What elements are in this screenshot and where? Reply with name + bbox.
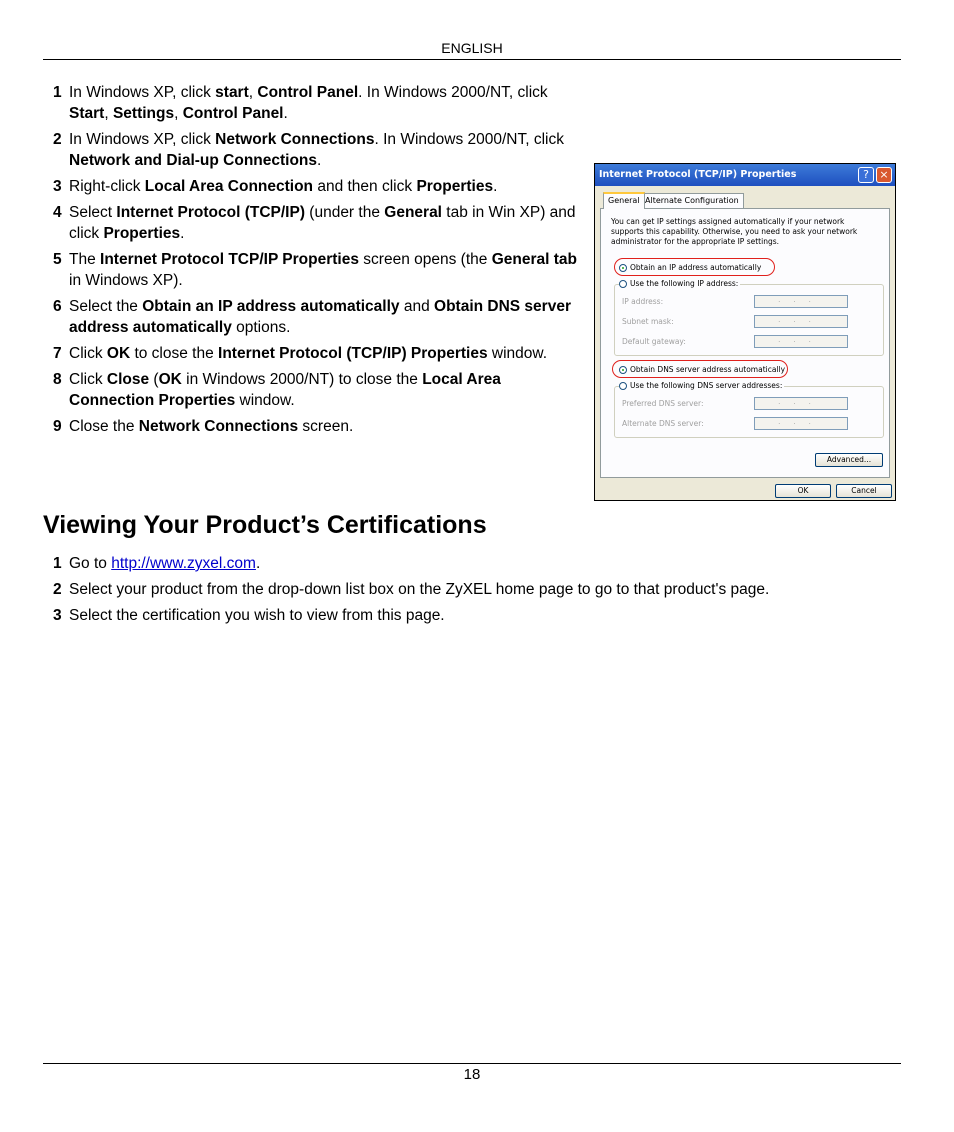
radio-obtain-dns[interactable] <box>619 365 785 374</box>
tcpip-properties-dialog <box>594 163 896 501</box>
step-number: 2 <box>53 131 62 148</box>
step-number: 3 <box>53 178 62 195</box>
step-text: In Windows XP, click Network Connections. In Windows 2000/NT, click Network and Dial-up Connections. <box>69 131 564 169</box>
radio-unselected-icon <box>619 382 627 390</box>
step-number: 4 <box>53 204 62 221</box>
advanced-button[interactable]: Advanced... <box>815 453 883 467</box>
radio-unselected-icon <box>619 280 627 288</box>
step-item <box>53 579 903 600</box>
cancel-button[interactable]: Cancel <box>836 484 892 498</box>
step-number: 3 <box>53 607 62 624</box>
step-text: Select the Obtain an IP address automatically and Obtain DNS server address automatically options. <box>69 298 571 336</box>
step-item <box>53 296 581 338</box>
ip-address-label: IP address: <box>622 297 664 306</box>
step-number: 6 <box>53 298 62 315</box>
step-item <box>53 605 903 626</box>
alternate-dns-field[interactable]: ... <box>754 417 848 430</box>
step-number: 1 <box>53 84 62 101</box>
radio-obtain-ip-label: Obtain an IP address automatically <box>630 263 762 272</box>
radio-selected-icon <box>619 366 627 374</box>
default-gateway-field[interactable]: ... <box>754 335 848 348</box>
step-item <box>53 82 581 124</box>
step-text: Select your product from the drop-down list box on the ZyXEL home page to go to that product's page. <box>69 581 770 598</box>
step-item <box>53 176 581 197</box>
dns-server-group <box>614 386 884 438</box>
tab-general[interactable]: General <box>603 192 645 209</box>
step-text: Click OK to close the Internet Protocol (TCP/IP) Properties window. <box>69 345 548 362</box>
radio-use-dns-label: Use the following DNS server addresses: <box>630 381 783 390</box>
close-button[interactable]: × <box>876 167 892 183</box>
ip-address-field[interactable]: ... <box>754 295 848 308</box>
preferred-dns-label: Preferred DNS server: <box>622 399 704 408</box>
alternate-dns-label: Alternate DNS server: <box>622 419 704 428</box>
subnet-mask-label: Subnet mask: <box>622 317 674 326</box>
step-text: Right-click Local Area Connection and then click Properties. <box>69 178 498 195</box>
subnet-mask-field[interactable]: ... <box>754 315 848 328</box>
step-text: Select Internet Protocol (TCP/IP) (under the General tab in Win XP) and click Properties. <box>69 204 576 242</box>
step-number: 7 <box>53 345 62 362</box>
page-number: 18 <box>463 1066 481 1083</box>
radio-selected-icon <box>619 264 627 272</box>
dialog-title: Internet Protocol (TCP/IP) Properties <box>595 164 895 186</box>
header-rule <box>43 59 901 60</box>
step-item <box>53 129 581 171</box>
radio-obtain-dns-label: Obtain DNS server address automatically <box>630 365 786 374</box>
preferred-dns-field[interactable]: ... <box>754 397 848 410</box>
step-text: The Internet Protocol TCP/IP Properties screen opens (the General tab in Windows XP). <box>69 251 577 289</box>
page-header-language: ENGLISH <box>441 40 503 56</box>
certification-steps-list <box>53 553 903 631</box>
step-number: 1 <box>53 555 62 572</box>
default-gateway-label: Default gateway: <box>622 337 686 346</box>
step-number: 9 <box>53 418 62 435</box>
step-text: Select the certification you wish to view from this page. <box>69 607 445 624</box>
help-button[interactable]: ? <box>858 167 874 183</box>
step-number: 2 <box>53 581 62 598</box>
step-item <box>53 369 581 411</box>
zyxel-website-link[interactable]: http://www.zyxel.com <box>111 555 256 572</box>
step-item <box>53 553 903 574</box>
step-item <box>53 416 581 437</box>
radio-use-ip[interactable] <box>619 279 740 288</box>
step-text: In Windows XP, click start, Control Panel. In Windows 2000/NT, click Start, Settings, Control Panel. <box>69 84 548 122</box>
step-text: Go to <box>69 555 112 572</box>
step-item <box>53 343 581 364</box>
tab-alternate-configuration[interactable]: Alternate Configuration <box>640 193 744 208</box>
general-tab-panel <box>600 208 890 478</box>
dialog-intro-text: You can get IP settings assigned automatically if your network supports this capability. Otherwise, you need to ask your network administrator for the appropriate IP settings. <box>611 217 858 246</box>
setup-steps-list <box>53 82 581 442</box>
step-text: Click Close (OK in Windows 2000/NT) to close the Local Area Connection Properties window. <box>69 371 501 409</box>
section-heading: Viewing Your Product’s Certifications <box>43 511 487 539</box>
step-number: 8 <box>53 371 62 388</box>
step-item <box>53 202 581 244</box>
footer-rule <box>43 1063 901 1064</box>
step-item <box>53 249 581 291</box>
step-text: Close the Network Connections screen. <box>69 418 354 435</box>
radio-use-ip-label: Use the following IP address: <box>630 279 739 288</box>
step-number: 5 <box>53 251 62 268</box>
step-text-suffix: . <box>255 555 261 572</box>
ok-button[interactable]: OK <box>775 484 831 498</box>
radio-use-dns[interactable] <box>619 381 784 390</box>
radio-obtain-ip[interactable] <box>619 263 761 272</box>
